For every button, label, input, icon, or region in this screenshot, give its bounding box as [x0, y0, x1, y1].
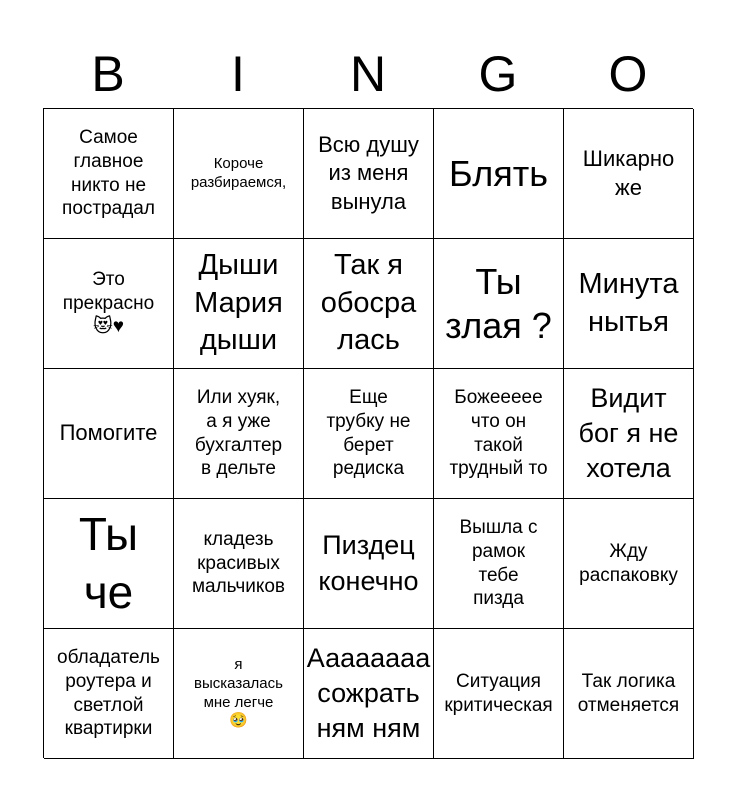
header-letter-g: G [478, 46, 518, 102]
header-letter-o: O [608, 46, 648, 102]
bingo-cell[interactable]: Так я обосра лась [304, 239, 434, 369]
bingo-cell[interactable]: Шикарно же [564, 109, 694, 239]
bingo-grid [43, 108, 693, 758]
header-letter-i: I [231, 46, 245, 102]
bingo-cell[interactable]: Еще трубку не берет редиска [304, 369, 434, 499]
header-letter-n: N [349, 46, 387, 102]
bingo-cell[interactable]: Это прекрасно 😻♥ [44, 239, 174, 369]
bingo-cell[interactable]: кладезь красивых мальчиков [174, 499, 304, 629]
bingo-cell[interactable]: Видит бог я не хотела [564, 369, 694, 499]
bingo-cell[interactable]: Или хуяк, а я уже бухгалтер в дельте [174, 369, 304, 499]
bingo-cell[interactable]: Дыши Мария дыши [174, 239, 304, 369]
bingo-cell[interactable]: Ты злая ? [434, 239, 564, 369]
bingo-header [43, 40, 693, 108]
bingo-cell[interactable]: обладатель роутера и светлой квартирки [44, 629, 174, 759]
bingo-cell[interactable]: Ты че [44, 499, 174, 629]
bingo-cell[interactable]: Жду распаковку [564, 499, 694, 629]
bingo-cell[interactable]: я высказалась мне легче 🥹 [174, 629, 304, 759]
bingo-cell[interactable]: Самое главное никто не пострадал [44, 109, 174, 239]
bingo-cell[interactable]: Помогите [44, 369, 174, 499]
bingo-cell[interactable]: Ситуация критическая [434, 629, 564, 759]
bingo-cell[interactable]: Короче разбираемся, [174, 109, 304, 239]
bingo-cell[interactable]: Всю душу из меня вынула [304, 109, 434, 239]
bingo-cell[interactable]: Аааааааа сожрать ням ням [304, 629, 434, 759]
bingo-cell[interactable]: Божеееее что он такой трудный то [434, 369, 564, 499]
bingo-cell[interactable]: Минута нытья [564, 239, 694, 369]
bingo-cell[interactable]: Вышла с рамок тебе пизда [434, 499, 564, 629]
bingo-cell[interactable]: Пиздец конечно [304, 499, 434, 629]
header-letter-b: B [91, 46, 125, 102]
bingo-cell[interactable]: Так логика отменяется [564, 629, 694, 759]
bingo-cell[interactable]: Блять [434, 109, 564, 239]
